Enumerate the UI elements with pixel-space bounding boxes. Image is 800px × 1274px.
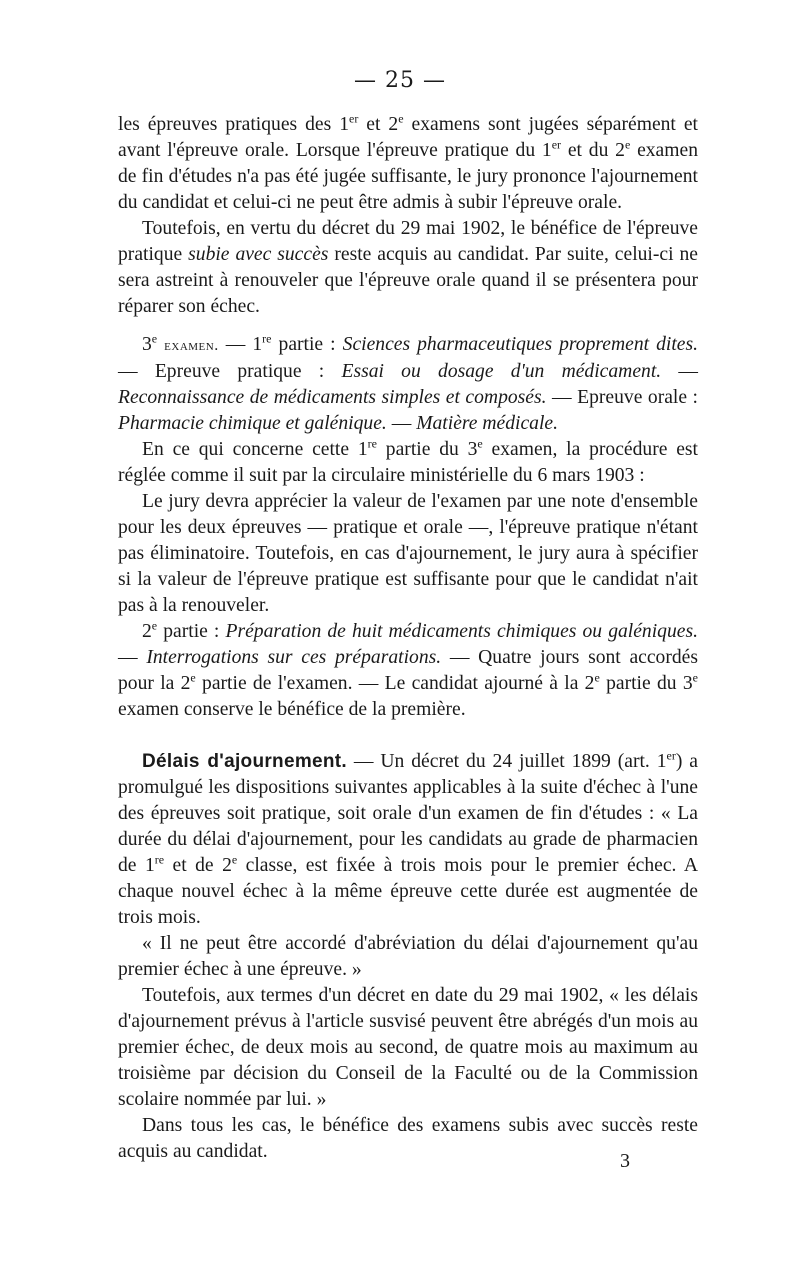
section-label: examen. xyxy=(164,337,219,354)
paragraph-7: Délais d'ajournement. — Un décret du 24 juillet 1899 (art. 1er) a promulgué les dispositions suivantes applicables à la suite d'échec à l'une des épreuves soit pratique, soit orale d'un examen de fin d'études : « La durée du délai d'ajournement, pour les candidats au grade de pharmacien de 1re et de 2e classe, est fixée à trois mois pour le premier échec. A chaque nouvel échec à la même épreuve cette durée est augmentée de trois mois. xyxy=(118,748,699,928)
paragraph-1: les épreuves pratiques des 1er et 2e examens sont jugées séparément et avant l'épreuve orale. Lorsque l'épreuve pratique du 1er et du 2e examen de fin d'études n'a pas été jugée suffisante, le jury prononce l'ajournement du candidat et celui-ci ne peut être admis à subir l'épreuve orale. xyxy=(118,111,698,213)
paragraph-10: Dans tous les cas, le bénéfice des examens subis avec succès reste acquis au candidat. xyxy=(118,1115,698,1162)
paragraph-3: 3e examen. — 1re partie : Sciences pharmaceutiques proprement dites. — Epreuve pratique : Essai ou dosage d'un médicament. — Reconnaissance de médicaments simples et composés. — Epreuve orale : Pharmacie chimique et galénique. — Matière médicale. xyxy=(118,331,699,434)
page-number: — 25 — xyxy=(354,68,446,93)
paragraph-2: Toutefois, en vertu du décret du 29 mai 1902, le bénéfice de l'épreuve pratique subie avec succès reste acquis au candidat. Par suite, celui-ci ne sera astreint à renouveler que l'épreuve orale quand il se présentera pour réparer son échec. xyxy=(118,218,698,317)
section-heading: Délais d'ajournement. xyxy=(142,751,347,772)
paragraph-8: « Il ne peut être accordé d'abréviation du délai d'ajournement qu'au premier échec à une épreuve. » xyxy=(118,933,698,980)
paragraph-5: Le jury devra apprécier la valeur de l'examen par une note d'ensemble pour les deux épreuves — pratique et orale —, l'épreuve pratique n'étant pas éliminatoire. Toutefois, en cas d'ajournement, le jury aura à spécifier si la valeur de l'épreuve pratique est suffisante pour que le candidat n'ait pas à la renouveler. xyxy=(118,491,698,616)
signature-mark: 3 xyxy=(620,1150,630,1172)
paragraph-6: 2e partie : Préparation de huit médicaments chimiques ou galéniques. — Interrogations sur ces préparations. — Quatre jours sont accordés pour la 2e partie de l'examen. — Le candidat ajourné à la 2e partie du 3e examen conserve le bénéfice de la première. xyxy=(118,618,698,720)
paragraph-4: En ce qui concerne cette 1re partie du 3e examen, la procédure est réglée comme il suit par la circulaire ministérielle du 6 mars 1903 : xyxy=(118,436,698,486)
page-body xyxy=(118,112,698,1165)
paragraph-9: Toutefois, aux termes d'un décret en date du 29 mai 1902, « les délais d'ajournement prévus à l'article susvisé peuvent être abrégés d'un mois au premier échec, de deux mois au second, de quatre mois au maximum au troisième par décision du Conseil de la Faculté ou de la Commission scolaire nommée par lui. » xyxy=(118,985,698,1110)
